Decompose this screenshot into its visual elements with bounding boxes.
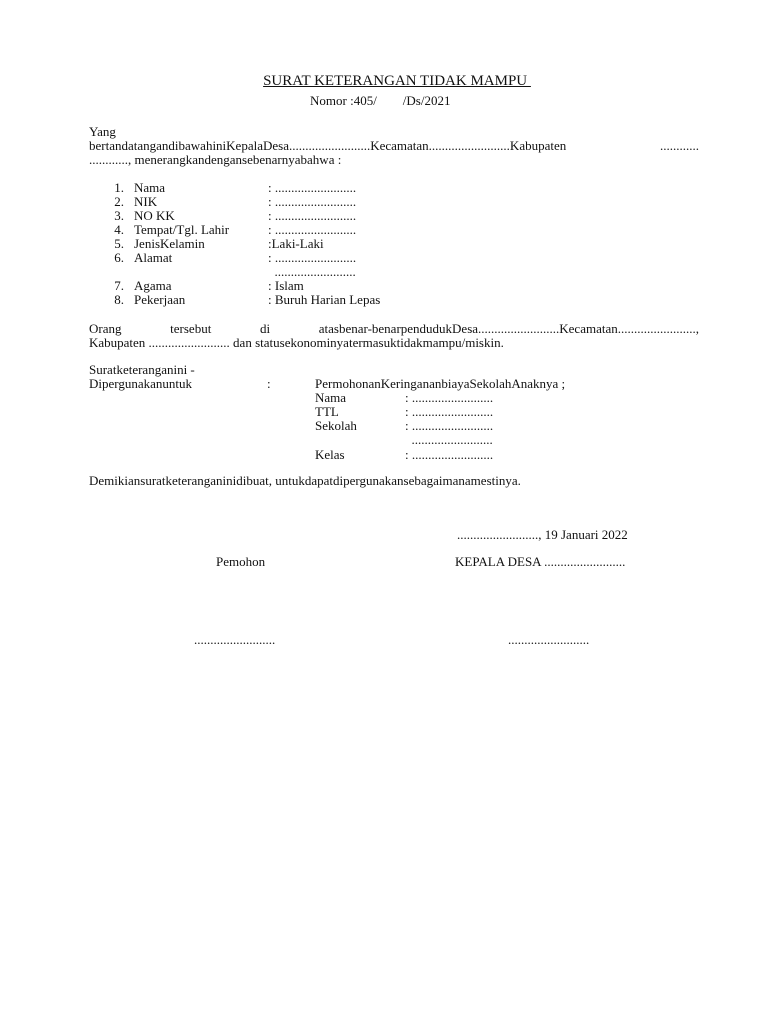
usage-sub-value-continuation: ......................... xyxy=(405,432,493,447)
residency-word: di xyxy=(259,321,271,336)
field-value: :Laki-Laki xyxy=(268,236,324,251)
usage-sub-label: TTL xyxy=(315,404,339,419)
residency-word: Orang xyxy=(89,321,122,336)
field-number: 7. xyxy=(114,278,124,293)
field-value: : Islam xyxy=(268,278,304,293)
residency-word: atasbenar-benarpendudukDesa.........................Kecamatan........................, xyxy=(318,321,699,336)
village-head-name-line: ......................... xyxy=(508,632,590,647)
residency-line-2: Kabupaten ......................... dan statusekonominyatermasuktidakmampu/miskin. xyxy=(89,335,504,350)
field-value-continuation: ......................... xyxy=(268,264,356,279)
field-number: 8. xyxy=(114,292,124,307)
field-value: : ......................... xyxy=(268,194,357,209)
field-label: Tempat/Tgl. Lahir xyxy=(134,222,230,237)
usage-sub-label: Sekolah xyxy=(315,418,357,433)
field-label: JenisKelamin xyxy=(134,236,205,251)
village-head-label: KEPALA DESA ......................... xyxy=(455,554,626,569)
field-label: NO KK xyxy=(134,208,175,223)
usage-intro: Suratketeranganini - xyxy=(89,362,195,377)
field-value: : Buruh Harian Lepas xyxy=(268,292,381,307)
usage-purpose: PermohonanKeringananbiayaSekolahAnaknya ; xyxy=(315,376,566,391)
field-number: 3. xyxy=(114,208,124,223)
field-number: 2. xyxy=(114,194,124,209)
field-label: Pekerjaan xyxy=(134,292,186,307)
field-value: : ......................... xyxy=(268,222,357,237)
field-label: NIK xyxy=(134,194,158,209)
usage-colon: : xyxy=(267,376,271,391)
place-date: ........................., 19 Januari 2022 xyxy=(457,527,628,542)
intro-line-1: Yang xyxy=(89,124,116,139)
usage-sub-value: : ......................... xyxy=(405,447,494,462)
intro-line-2-part-1: bertandatangandibawahiniKepalaDesa.........................Kecamatan.........................Kabupaten xyxy=(89,138,567,153)
closing-statement: Demikiansuratketeranganinidibuat, untukdapatdipergunakansebagaimanamestinya. xyxy=(89,473,521,488)
residency-line-1 xyxy=(89,322,699,336)
usage-sub-label: Kelas xyxy=(315,447,345,462)
field-label: Agama xyxy=(134,278,172,293)
intro-line-2 xyxy=(89,139,699,153)
field-number: 5. xyxy=(114,236,124,251)
field-number: 1. xyxy=(114,180,124,195)
field-label: Nama xyxy=(134,180,166,195)
document-number: Nomor :405/ /Ds/2021 xyxy=(310,93,451,108)
applicant-label: Pemohon xyxy=(216,554,266,569)
field-number: 6. xyxy=(114,250,124,265)
intro-line-2-part-2: ............ xyxy=(660,138,699,153)
field-value: : ......................... xyxy=(268,208,357,223)
field-label: Alamat xyxy=(134,250,173,265)
residency-paragraph xyxy=(89,322,699,350)
field-value: : ......................... xyxy=(268,180,357,195)
usage-label: Dipergunakanuntuk xyxy=(89,376,193,391)
document-title: SURAT KETERANGAN TIDAK MAMPU xyxy=(263,73,531,89)
usage-sub-label: Nama xyxy=(315,390,347,405)
applicant-name-line: ......................... xyxy=(194,632,276,647)
field-value: : ......................... xyxy=(268,250,357,265)
intro-line-3: ............, menerangkandengansebenarnyabahwa : xyxy=(89,152,342,167)
field-number: 4. xyxy=(114,222,124,237)
usage-sub-value: : ......................... xyxy=(405,404,494,419)
usage-sub-value: : ......................... xyxy=(405,390,494,405)
intro-paragraph xyxy=(89,125,699,167)
residency-word: tersebut xyxy=(170,321,212,336)
usage-sub-value: : ......................... xyxy=(405,418,494,433)
